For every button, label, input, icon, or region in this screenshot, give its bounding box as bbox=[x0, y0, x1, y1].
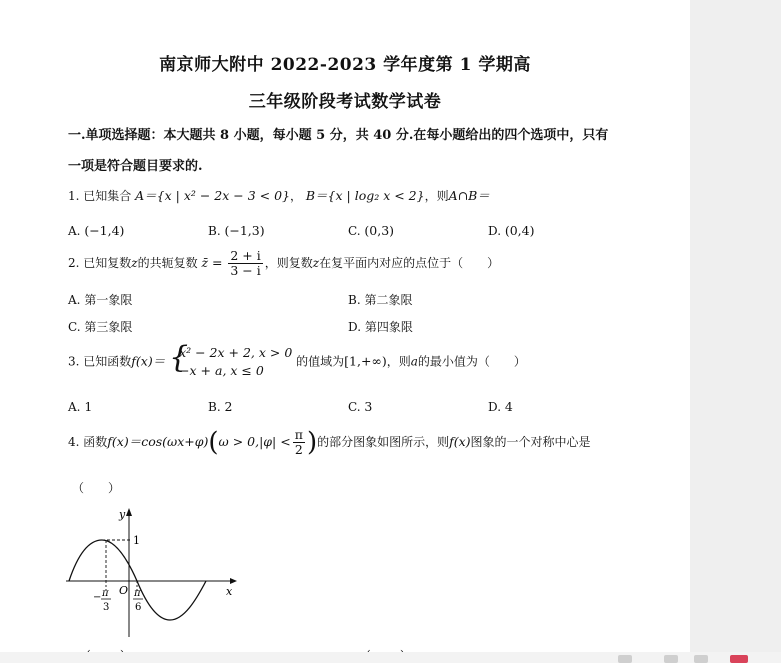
q3-option-a: A. 1 bbox=[68, 399, 93, 414]
q2-zbar: z̄ = bbox=[201, 255, 223, 270]
toolbar-icon-1[interactable] bbox=[618, 655, 632, 663]
x-left-num: π bbox=[102, 588, 109, 599]
q1-set-b: B＝{x | log₂ x < 2} bbox=[305, 188, 425, 203]
title-line-2: 三年级阶段考试数学试卷 bbox=[248, 92, 442, 112]
q1-number: 1. bbox=[68, 189, 80, 203]
x-axis-label: x bbox=[226, 585, 233, 598]
q1-option-c: C. (0,3) bbox=[348, 223, 395, 238]
q1-option-d: D. (0,4) bbox=[488, 223, 535, 238]
q3-piecewise: { x² − 2x + 2, x > 0 −x + a, x ≤ 0 bbox=[169, 340, 293, 378]
x-left-den: 3 bbox=[103, 602, 110, 613]
x-right-den: 6 bbox=[135, 602, 142, 613]
section-heading-line-2: 一项是符合题目要求的. bbox=[68, 159, 203, 174]
y-axis-arrow bbox=[126, 508, 132, 516]
q3-option-d: D. 4 bbox=[488, 399, 513, 414]
q1-comma: ， bbox=[290, 189, 303, 203]
y-tick-label: 1 bbox=[133, 534, 140, 547]
viewer-scroll-area[interactable] bbox=[690, 0, 781, 663]
x-left-sign: − bbox=[93, 592, 102, 603]
q4-fraction: $\frac{\pi}{2}$ bbox=[294, 427, 303, 457]
cosine-graph bbox=[62, 502, 242, 644]
question-1 bbox=[68, 186, 490, 204]
q2-option-c: C. 第三象限 bbox=[68, 320, 133, 334]
toolbar-red-icon[interactable] bbox=[730, 655, 748, 663]
x-right-num: π bbox=[134, 588, 141, 599]
origin-label: O bbox=[119, 584, 129, 597]
title-line-1: 南京师大附中 2022-2023 学年度第 1 学期高 bbox=[159, 55, 531, 75]
q1-tail: A∩B＝ bbox=[448, 188, 490, 203]
question-4: 4. 函数f(x)＝cos(ωx+φ)(ω > 0,|φ| < $\frac{\pi}{2}$ )的部分图象如图所示，则f(x)图象的一个对称中心是 bbox=[68, 427, 591, 458]
q1-option-a: A. (−1,4) bbox=[68, 223, 125, 238]
toolbar-icon-2[interactable] bbox=[664, 655, 678, 663]
q3-option-c: C. 3 bbox=[348, 399, 373, 414]
q2-option-a: A. 第一象限 bbox=[68, 293, 133, 307]
q1-text-b: ，则 bbox=[424, 189, 449, 203]
q2-option-d: D. 第四象限 bbox=[348, 320, 413, 334]
q1-text-a: 已知集合 bbox=[83, 189, 132, 203]
toolbar-icon-3[interactable] bbox=[694, 655, 708, 663]
q4-blank: （ ） bbox=[72, 481, 121, 495]
question-3: 3. 已知函数f(x)＝ { x² − 2x + 2, x > 0 −x + a, x ≤ 0 的值域为[1,+∞)，则a的最小值为（ ） bbox=[68, 340, 526, 378]
x-axis-arrow bbox=[230, 578, 237, 584]
y-axis-label: y bbox=[119, 508, 126, 521]
q2-fraction: $\frac{2 + i}{3 - i}$ bbox=[230, 248, 261, 278]
q1-set-a: A＝{x | x² − 2x − 3 < 0} bbox=[135, 188, 290, 203]
question-2: 2. 已知复数z的共轭复数 z̄ = $\frac{2 + i}{3 - i}$ ，则复数z在复平面内对应的点位于（ ） bbox=[68, 248, 500, 278]
q1-option-b: B. (−1,3) bbox=[208, 223, 265, 238]
section-heading-line-1: 一.单项选择题：本大题共 8 小题，每小题 5 分，共 40 分.在每小题给出的四个选项中，只有 bbox=[68, 128, 609, 143]
q3-option-b: B. 2 bbox=[208, 399, 233, 414]
q2-option-b: B. 第二象限 bbox=[348, 293, 413, 307]
